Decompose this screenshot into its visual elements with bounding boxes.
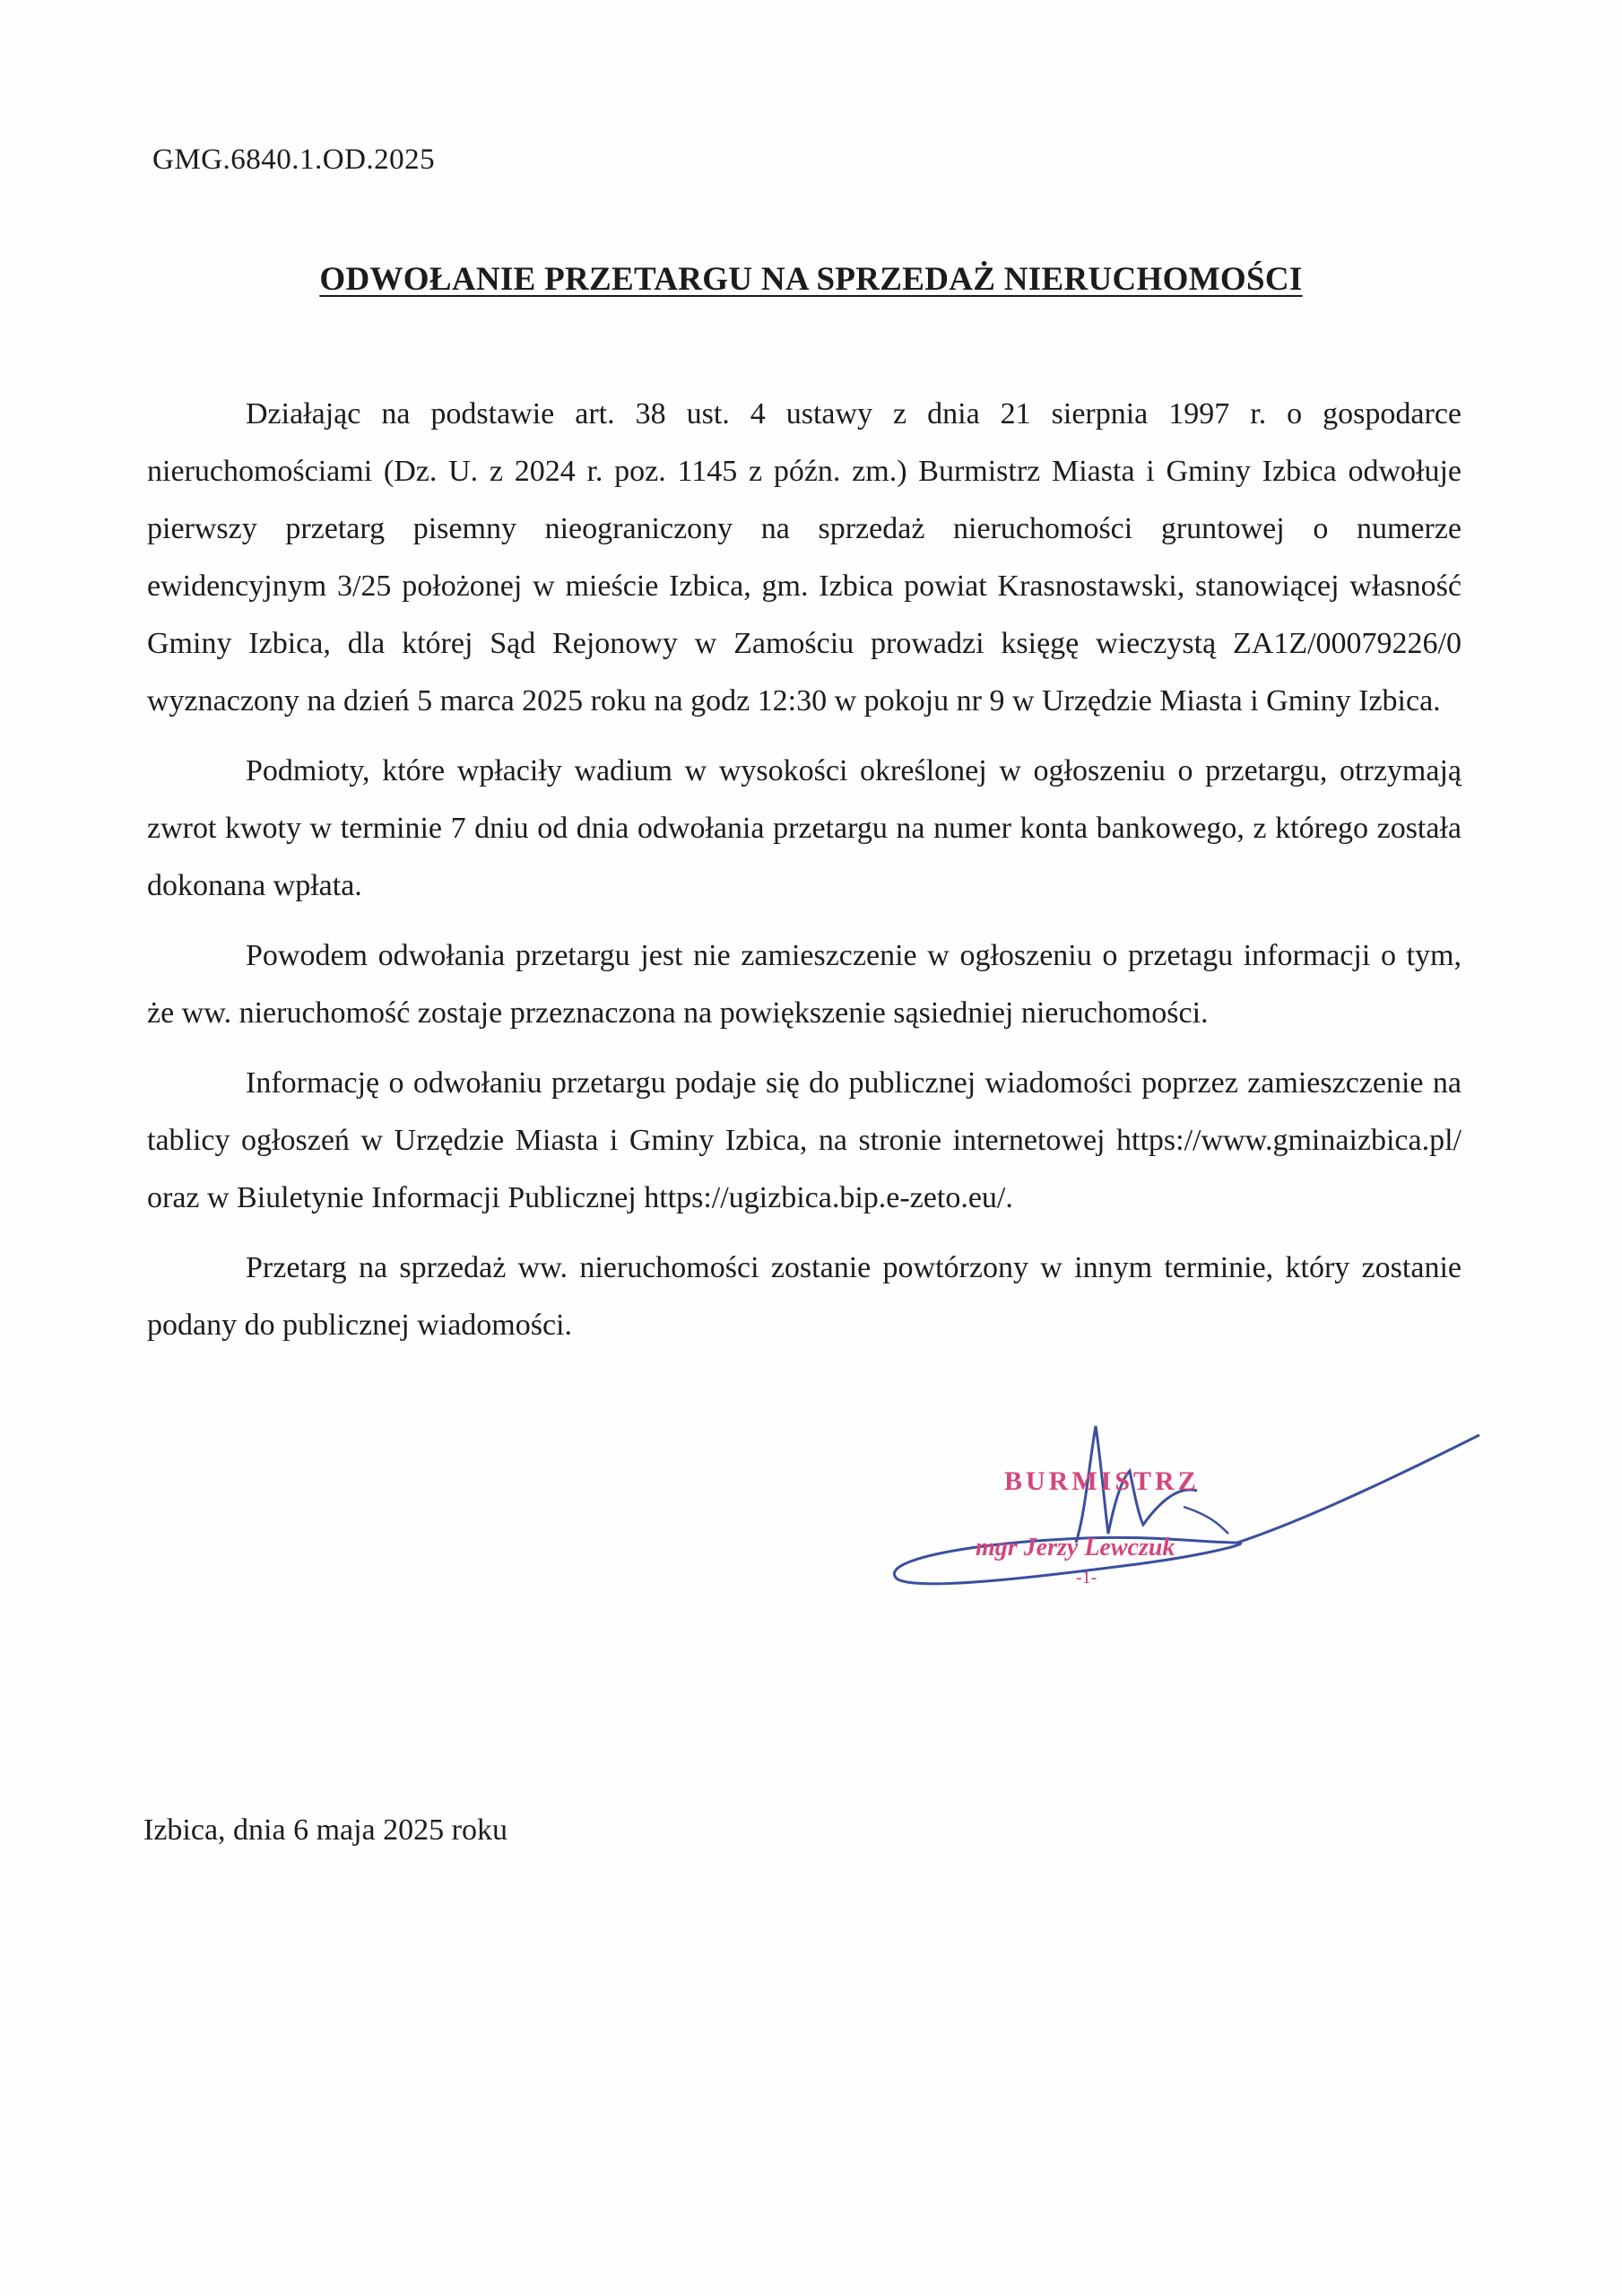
stamp-title: BURMISTRZ <box>1004 1466 1200 1496</box>
paragraph-repeat-tender: Przetarg na sprzedaż ww. nieruchomości zostanie powtórzony w innym terminie, który zostanie podany do publicznej wiadomości. <box>147 1251 1462 1342</box>
paragraph-legal-basis: Działając na podstawie art. 38 ust. 4 ustawy z dnia 21 sierpnia 1997 r. o gospodarce nieruchomościami (Dz. U. z 2024 r. poz. 1145 z późn. zm.) Burmistrz Miasta i Gminy Izbica odwołuje pierwszy przetarg pisemny nieograniczony na sprzedaż nieruchomości gruntowej o numerze ewidencyjnym 3/25 położonej w mieście Izbica, gm. Izbica powiat Krasnostawski, stanowiącej własność Gminy Izbica, dla której Sąd Rejonowy w Zamościu prowadzi księgę wieczystą ZA1Z/00079226/0 wyznaczony na dzień 5 marca 2025 roku na godz 12:30 w pokoju nr 9 w Urzędzie Miasta i Gminy Izbica. <box>147 397 1462 718</box>
reference-number: GMG.6840.1.OD.2025 <box>152 144 436 176</box>
date-line: Izbica, dnia 6 maja 2025 roku <box>143 1813 507 1847</box>
document-title: ODWOŁANIE PRZETARGU NA SPRZEDAŻ NIERUCHOMOŚCI <box>319 261 1303 298</box>
stamp-name: mgr Jerzy Lewczuk <box>976 1534 1175 1561</box>
signature-stamp <box>861 1408 1488 1614</box>
signature-scribble <box>861 1408 1488 1614</box>
page-number: -1- <box>1076 1568 1097 1587</box>
paragraph-publication: Informację o odwołaniu przetargu podaje się do publicznej wiadomości poprzez zamieszczenie na tablicy ogłoszeń w Urzędzie Miasta i Gminy Izbica, na stronie internetowej https://www.gminaizbica.pl/ oraz w Biuletynie Informacji Publicznej https://ugizbica.bip.e-zeto.eu/. <box>147 1066 1462 1214</box>
paragraph-reason: Powodem odwołania przetargu jest nie zamieszczenie w ogłoszeniu o przetagu informacji o tym, że ww. nieruchomość zostaje przeznaczona na powiększenie sąsiedniej nieruchomości. <box>147 939 1462 1030</box>
paragraph-deposit-refund: Podmioty, które wpłaciły wadium w wysokości określonej w ogłoszeniu o przetargu, otrzymają zwrot kwoty w terminie 7 dniu od dnia odwołania przetargu na numer konta bankowego, z którego została dokonana wpłata. <box>147 754 1462 902</box>
document-body <box>147 386 1462 1367</box>
